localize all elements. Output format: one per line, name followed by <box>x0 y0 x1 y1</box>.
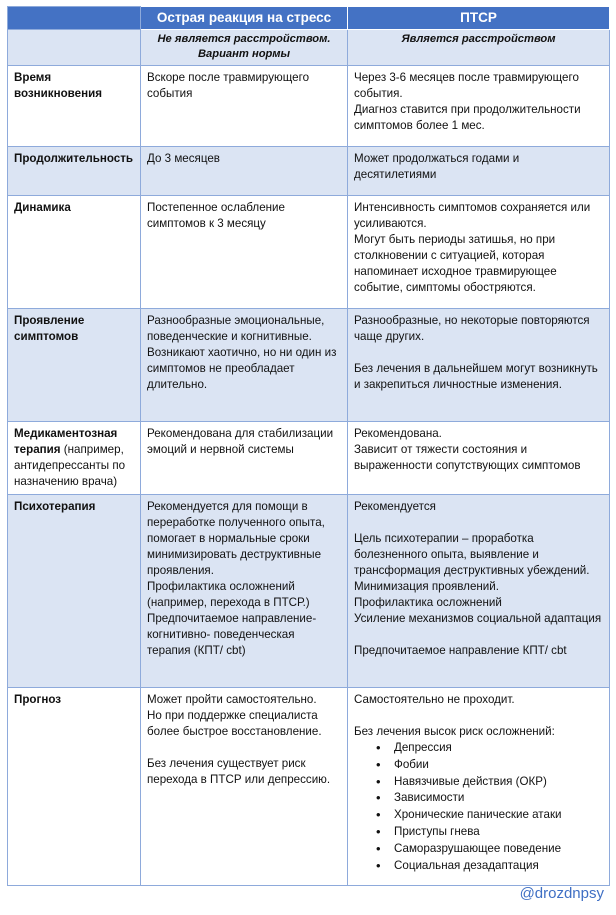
list-item: • Зависимости <box>394 790 603 807</box>
col2-cell <box>348 495 610 688</box>
complications-list <box>354 740 603 874</box>
cell-text: Может продолжаться годами и десятилетиями <box>354 152 520 181</box>
cell-text: Возникают хаотично, но ни один из симптомов не преобладает длительно. <box>147 346 337 391</box>
col2-subtitle: Является расстройством <box>348 30 610 66</box>
cell-text: Но при поддержке специалиста более быстрое восстановление. <box>147 709 322 738</box>
header-row <box>8 7 610 30</box>
cell-text: Интенсивность симптомов сохраняется или усиливаются. <box>354 201 591 230</box>
col1-cell <box>141 147 348 196</box>
cell-text: Предпочитаемое направление- когнитивно- поведенческая терапия (КПТ/ cbt) <box>147 612 317 657</box>
cell-text: Без лечения в дальнейшем могут возникнуть и закрепиться личностные изменения. <box>354 362 598 391</box>
col1-subtitle: Не является расстройством. Вариант нормы <box>141 30 348 66</box>
row-label: Продолжительность <box>8 147 141 196</box>
list-item: • Саморазрушающее поведение <box>394 841 603 858</box>
col2-cell <box>348 422 610 495</box>
table-row <box>8 495 610 688</box>
row-label: Динамика <box>8 196 141 309</box>
cell-text: Рекомендуется для помощи в переработке полученного опыта, помогает в нормальные сроки минимизировать деструктивные проявления. <box>147 500 325 577</box>
col2-title: ПТСР <box>348 7 610 30</box>
cell-text: Рекомендована для стабилизации эмоций и нервной системы <box>147 427 334 456</box>
cell-text: Профилактика осложнений (например, перехода в ПТСР.) <box>147 580 310 609</box>
header-corner <box>8 7 141 30</box>
cell-text: Рекомендована. <box>354 427 442 440</box>
cell-text: Без лечения высок риск осложнений: <box>354 725 555 738</box>
col1-cell <box>141 196 348 309</box>
col1-cell <box>141 495 348 688</box>
col1-cell <box>141 422 348 495</box>
row-label: Прогноз <box>8 688 141 886</box>
table-row <box>8 688 610 886</box>
author-credit: @drozdnpsy <box>519 885 604 902</box>
cell-text: Без лечения существует риск перехода в ПТСР или депрессию. <box>147 757 331 786</box>
row-label: Время возникновения <box>8 66 141 147</box>
cell-text: Цель психотерапии – проработка болезненного опыта, выявление и трансформация деструктивных убеждений. <box>354 532 590 577</box>
col2-cell <box>348 147 610 196</box>
subheader-corner <box>8 30 141 66</box>
cell-text: Предпочитаемое направление КПТ/ cbt <box>354 644 567 657</box>
subheader-row <box>8 30 610 66</box>
row-label-main: Медикаментозная терапия <box>14 427 118 456</box>
cell-text: Усиление механизмов социальной адаптация <box>354 612 602 625</box>
cell-text: Постепенное ослабление симптомов к 3 месяцу <box>147 201 285 230</box>
col1-cell <box>141 309 348 422</box>
col2-cell <box>348 196 610 309</box>
col2-cell <box>348 688 610 886</box>
col2-cell <box>348 66 610 147</box>
col1-cell <box>141 66 348 147</box>
cell-text: Разнообразные, но некоторые повторяются чаще других. <box>354 314 590 343</box>
cell-text: Рекомендуется <box>354 500 436 513</box>
row-label: Психотерапия <box>8 495 141 688</box>
cell-text: Через 3-6 месяцев после травмирующего события. <box>354 71 579 100</box>
list-item: • Фобии <box>394 757 603 774</box>
cell-text: Минимизация проявлений. <box>354 580 499 593</box>
cell-text: Профилактика осложнений <box>354 596 502 609</box>
table-row <box>8 196 610 309</box>
cell-text: Может пройти самостоятельно. <box>147 693 317 706</box>
list-item: • Депрессия <box>394 740 603 757</box>
table-row <box>8 147 610 196</box>
table-row <box>8 309 610 422</box>
list-item: • Социальная дезадаптация <box>394 858 603 875</box>
row-label <box>8 422 141 495</box>
cell-text: Разнообразные эмоциональные, поведенческие и когнитивные. <box>147 314 325 343</box>
col1-cell <box>141 688 348 886</box>
list-item: • Приступы гнева <box>394 824 603 841</box>
cell-text: Диагноз ставится при продолжительности симптомов более 1 мес. <box>354 103 581 132</box>
list-item: • Навязчивые действия (ОКР) <box>394 774 603 791</box>
table-row <box>8 422 610 495</box>
cell-text: Вскоре после травмирующего события <box>147 71 310 100</box>
row-label-note: (например, антидепрессанты по назначению врача) <box>14 443 126 488</box>
table-row <box>8 66 610 147</box>
cell-text: Могут быть периоды затишья, но при столкновении с ситуацией, которая напоминает исходное травмирующее событие, симптомы обостряются. <box>354 233 557 294</box>
row-label: Проявление симптомов <box>8 309 141 422</box>
cell-text: До 3 месяцев <box>147 152 220 165</box>
cell-text: Зависит от тяжести состояния и выраженности сопутствующих симптомов <box>354 443 581 472</box>
col2-cell <box>348 309 610 422</box>
col1-title: Острая реакция на стресс <box>141 7 348 30</box>
list-item: • Хронические панические атаки <box>394 807 603 824</box>
cell-text: Самостоятельно не проходит. <box>354 693 515 706</box>
comparison-table <box>7 6 610 886</box>
